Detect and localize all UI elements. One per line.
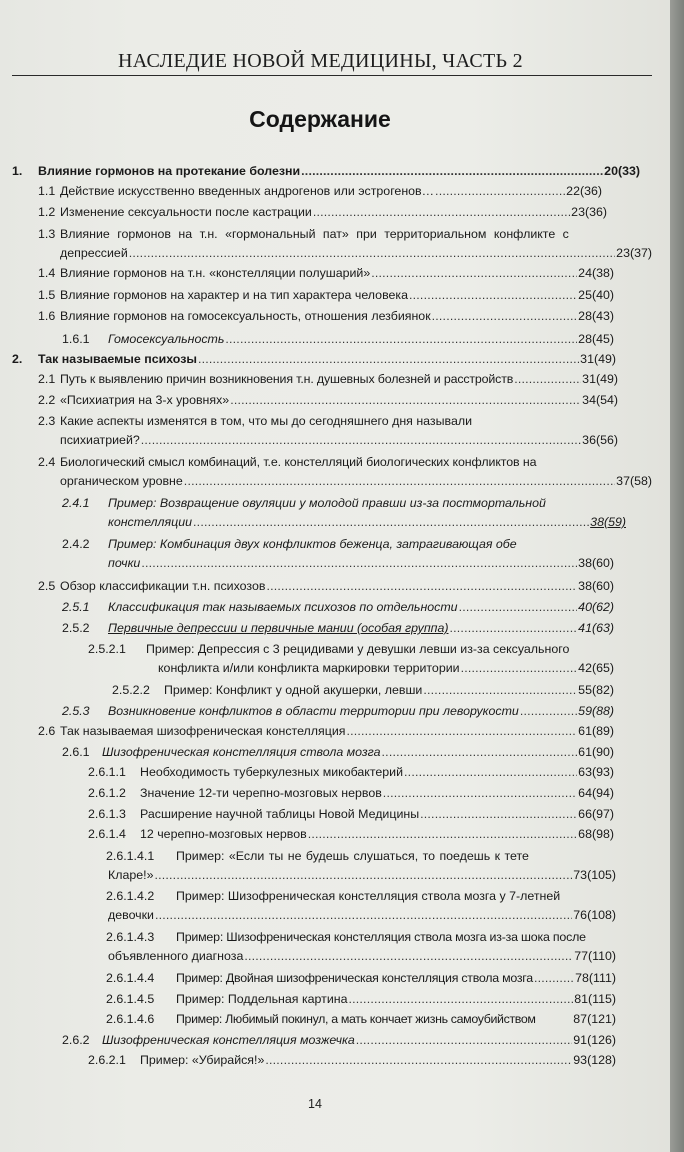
toc-number: 2.6.1.4.6	[106, 1012, 155, 1026]
toc-title-continued: объявленного диагноза	[108, 949, 244, 963]
toc-number: 2.	[12, 352, 23, 366]
toc-entry	[38, 412, 618, 450]
dot-leader	[193, 513, 589, 532]
toc-number: 2.6.1.4.1	[106, 849, 155, 863]
toc-entry	[106, 847, 616, 885]
toc-number: 2.6.1.1	[88, 765, 126, 779]
dot-leader	[308, 825, 577, 844]
toc-number: 1.1	[38, 184, 56, 198]
toc-entry	[38, 577, 614, 596]
toc-entry	[62, 1031, 616, 1050]
toc-page: 59(88)	[578, 704, 614, 718]
toc-title: Пример: Шизофреническая констелляция ствола мозга у 7-летней	[176, 889, 561, 903]
toc-number: 1.6.1	[62, 332, 90, 346]
toc-title: Так называемая шизофреническая констелляция	[60, 724, 346, 738]
toc-title: Пример: Возвращение овуляции у молодой правши из-за постмортальной	[108, 496, 546, 510]
toc-entry	[88, 784, 614, 803]
toc-page: 38(59)	[590, 515, 626, 529]
toc-title: Пример: Двойная шизофреническая констелляция ствола мозга	[176, 971, 533, 985]
toc-number: 1.5	[38, 288, 56, 302]
toc-page: 73(105)	[573, 868, 616, 882]
dot-leader	[198, 350, 579, 369]
toc-title-continued: конфликта и/или конфликта маркировки территории	[158, 661, 460, 675]
toc-title: Какие аспекты изменятся в том, что мы до сегодняшнего дня называли	[60, 414, 472, 428]
toc-page: 36(56)	[582, 433, 618, 447]
toc-entry	[62, 494, 626, 532]
dot-leader	[371, 264, 577, 283]
toc-page: 34(54)	[582, 393, 618, 407]
dot-leader	[184, 472, 615, 491]
toc-title: Пример: Шизофреническая констелляция ствола мозга из-за шока после	[176, 930, 586, 944]
toc-number: 2.2	[38, 393, 56, 407]
dot-leader	[459, 598, 578, 617]
toc-entry	[38, 203, 607, 222]
toc-page: 23(36)	[571, 205, 607, 219]
dot-leader	[534, 969, 574, 988]
toc-title: Путь к выявлению причин возникновения т.н. душевных болезней и расстройств	[60, 372, 514, 386]
toc-page: 76(108)	[573, 908, 616, 922]
book-page-edge	[670, 0, 684, 1152]
toc-entry	[38, 264, 614, 283]
toc-page: 23(37)	[616, 246, 652, 260]
header-rule	[12, 75, 652, 76]
toc-number: 2.4.2	[62, 537, 90, 551]
toc-title: Классификация так называемых психозов по отдельности	[108, 600, 458, 614]
toc-entry	[62, 535, 614, 573]
toc-entry	[88, 763, 614, 782]
toc-page: 81(115)	[574, 992, 616, 1006]
toc-number: 2.5.1	[62, 600, 90, 614]
toc-title: Изменение сексуальности после кастрации	[60, 205, 312, 219]
toc-title: Действие искусственно введенных андрогенов или эстрогенов…	[60, 184, 435, 198]
toc-page: 22(36)	[566, 184, 602, 198]
toc-title: Расширение научной таблицы Новой Медицины	[140, 807, 420, 821]
dot-leader	[420, 805, 577, 824]
toc-entry	[38, 182, 602, 201]
toc-page: 64(94)	[578, 786, 614, 800]
toc-title: Обзор классификации т.н. психозов	[60, 579, 266, 593]
toc-number: 2.5.3	[62, 704, 90, 718]
toc-page: 91(126)	[573, 1033, 616, 1047]
toc-entry	[106, 887, 616, 925]
toc-title: Пример: Любимый покинул, а мать кончает жизнь самоубийством	[176, 1012, 536, 1026]
toc-title: Пример: Депрессия с 3 рецидивами у девушки левши из-за сексуального	[146, 642, 570, 656]
toc-title: Пример: «Убирайся!»	[140, 1053, 265, 1067]
toc-title-continued: органическом уровне	[60, 474, 183, 488]
dot-leader	[225, 330, 577, 349]
toc-page: 25(40)	[578, 288, 614, 302]
toc-page: 93(128)	[573, 1053, 616, 1067]
dot-leader	[266, 577, 577, 596]
toc-entry	[38, 225, 652, 263]
toc-title: Влияние гормонов на протекание болезни	[38, 164, 301, 178]
toc-title: Пример: Комбинация двух конфликтов беженца, затрагивающая обе	[108, 537, 517, 551]
toc-entry	[88, 825, 614, 844]
toc-number: 2.6.1.4	[88, 827, 126, 841]
toc-entry	[112, 681, 614, 700]
toc-entry	[12, 350, 616, 369]
toc-title: Пример: Конфликт у одной акушерки, левши	[164, 683, 423, 697]
toc-title: Влияние гормонов на характер и на тип характера человека	[60, 288, 408, 302]
toc-entry	[38, 307, 614, 326]
toc-page: 28(43)	[578, 309, 614, 323]
toc-number: 2.3	[38, 414, 56, 428]
toc-number: 1.6	[38, 309, 56, 323]
toc-number: 2.6.1.3	[88, 807, 126, 821]
dot-leader	[409, 286, 577, 305]
running-head: НАСЛЕДИЕ НОВОЙ МЕДИЦИНЫ, ЧАСТЬ 2	[118, 50, 523, 72]
toc-number: 2.6.1	[62, 745, 90, 759]
toc-title: Первичные депрессии и первичные мании (особая группа)	[108, 621, 449, 635]
dot-leader	[348, 990, 573, 1009]
toc-page: 40(62)	[578, 600, 614, 614]
toc-page: 31(49)	[580, 352, 616, 366]
toc-title-continued: Кларе!»	[108, 868, 154, 882]
toc-number: 2.6.1.4.4	[106, 971, 155, 985]
toc-page: 61(89)	[578, 724, 614, 738]
toc-entry	[12, 162, 640, 181]
toc-entry	[38, 391, 618, 410]
page-title: Содержание	[249, 106, 391, 132]
dot-leader	[244, 947, 573, 966]
dot-leader	[141, 431, 581, 450]
toc-number: 1.3	[38, 227, 56, 241]
toc-title: Пример: Поддельная картина	[176, 992, 348, 1006]
toc-page: 37(58)	[616, 474, 652, 488]
toc-number: 2.6.1.2	[88, 786, 126, 800]
toc-page: 24(38)	[578, 266, 614, 280]
dot-leader	[230, 391, 581, 410]
toc-page: 20(33)	[604, 164, 640, 178]
toc-page: 77(110)	[574, 949, 616, 963]
toc-number: 2.5.2	[62, 621, 90, 635]
toc-page: 87(121)	[573, 1012, 616, 1026]
toc-title: Пример: «Если ты не будешь слушаться, то поедешь к тете	[176, 849, 529, 863]
toc-number: 2.6.1.4.2	[106, 889, 155, 903]
dot-leader	[404, 763, 577, 782]
toc-entry	[88, 640, 614, 678]
toc-number: 1.4	[38, 266, 56, 280]
toc-page: 61(90)	[578, 745, 614, 759]
dot-leader	[129, 244, 615, 263]
toc-entry	[62, 743, 614, 762]
toc-title-continued: девочки	[108, 908, 154, 922]
toc-title-continued: почки	[108, 556, 141, 570]
toc-entry	[38, 722, 614, 741]
toc-entry	[62, 330, 614, 349]
toc-title: Влияние гормонов на т.н. «констелляции полушарий»	[60, 266, 371, 280]
toc-page: 78(111)	[575, 971, 616, 985]
toc-page: 68(98)	[578, 827, 614, 841]
toc-entry	[38, 370, 618, 389]
dot-leader	[346, 722, 577, 741]
toc-title: Значение 12-ти черепно-мозговых нервов	[140, 786, 382, 800]
toc-page: 31(49)	[582, 372, 618, 386]
toc-entry	[106, 1010, 616, 1029]
toc-page: 38(60)	[578, 556, 614, 570]
toc-number: 2.6.2	[62, 1033, 90, 1047]
dot-leader	[514, 370, 581, 389]
dot-leader	[382, 743, 578, 762]
toc-number: 2.6.1.4.3	[106, 930, 155, 944]
dot-leader	[461, 659, 578, 678]
dot-leader	[265, 1051, 572, 1070]
toc-number: 2.5.2.2	[112, 683, 150, 697]
toc-page: 55(82)	[578, 683, 614, 697]
dot-leader	[313, 203, 570, 222]
toc-entry	[106, 969, 616, 988]
toc-title: Необходимость туберкулезных микобактерий	[140, 765, 404, 779]
toc-title-continued: психиатрией?	[60, 433, 140, 447]
toc-number: 2.6.2.1	[88, 1053, 126, 1067]
dot-leader	[450, 619, 578, 638]
dot-leader	[141, 554, 577, 573]
toc-title: Так называемые психозы	[38, 352, 197, 366]
toc-entry	[38, 453, 652, 491]
toc-title-continued: депрессией	[60, 246, 128, 260]
toc-title: Возникновение конфликтов в области территории при леворукости	[108, 704, 519, 718]
toc-entry	[62, 619, 614, 638]
toc-entry	[106, 990, 616, 1009]
toc-page: 66(97)	[578, 807, 614, 821]
toc-number: 1.	[12, 164, 23, 178]
toc-title: Гомосексуальность	[108, 332, 225, 346]
dot-leader	[356, 1031, 573, 1050]
toc-title: «Психиатрия на 3-х уровнях»	[60, 393, 230, 407]
toc-number: 2.4	[38, 455, 56, 469]
toc-number: 2.6	[38, 724, 56, 738]
toc-page: 38(60)	[578, 579, 614, 593]
dot-leader	[154, 866, 572, 885]
toc-number: 2.4.1	[62, 496, 90, 510]
toc-number: 2.5.2.1	[88, 642, 126, 656]
toc-page: 63(93)	[578, 765, 614, 779]
toc-page: 42(65)	[578, 661, 614, 675]
toc-entry	[62, 702, 614, 721]
toc-entry	[62, 598, 614, 617]
dot-leader	[435, 182, 565, 201]
page-number: 14	[308, 1097, 322, 1111]
toc-number: 2.6.1.4.5	[106, 992, 155, 1006]
toc-entry	[88, 1051, 616, 1070]
dot-leader	[520, 702, 577, 721]
dot-leader	[301, 162, 603, 181]
toc-number: 1.2	[38, 205, 56, 219]
dot-leader	[423, 681, 577, 700]
toc-page: 28(45)	[578, 332, 614, 346]
toc-title: Влияние гормонов на гомосексуальность, отношения лезбиянок	[60, 309, 431, 323]
dot-leader	[155, 906, 572, 925]
toc-page: 41(63)	[578, 621, 614, 635]
dot-leader	[383, 784, 577, 803]
toc-title: 12 черепно-мозговых нервов	[140, 827, 307, 841]
toc-title: Шизофреническая констелляция ствола мозга	[102, 745, 381, 759]
toc-entry	[106, 928, 616, 966]
toc-title: Биологический смысл комбинаций, т.е. констелляций биологических конфликтов на	[60, 455, 537, 469]
toc-entry	[38, 286, 614, 305]
toc-title-continued: констелляции	[108, 515, 193, 529]
toc-title: Влияние гормонов на т.н. «гормональный пат» при территориальном конфликте с	[60, 227, 569, 241]
toc-number: 2.5	[38, 579, 56, 593]
toc-number: 2.1	[38, 372, 56, 386]
toc-title: Шизофреническая констелляция мозжечка	[102, 1033, 355, 1047]
dot-leader	[432, 307, 578, 326]
toc-entry	[88, 805, 614, 824]
